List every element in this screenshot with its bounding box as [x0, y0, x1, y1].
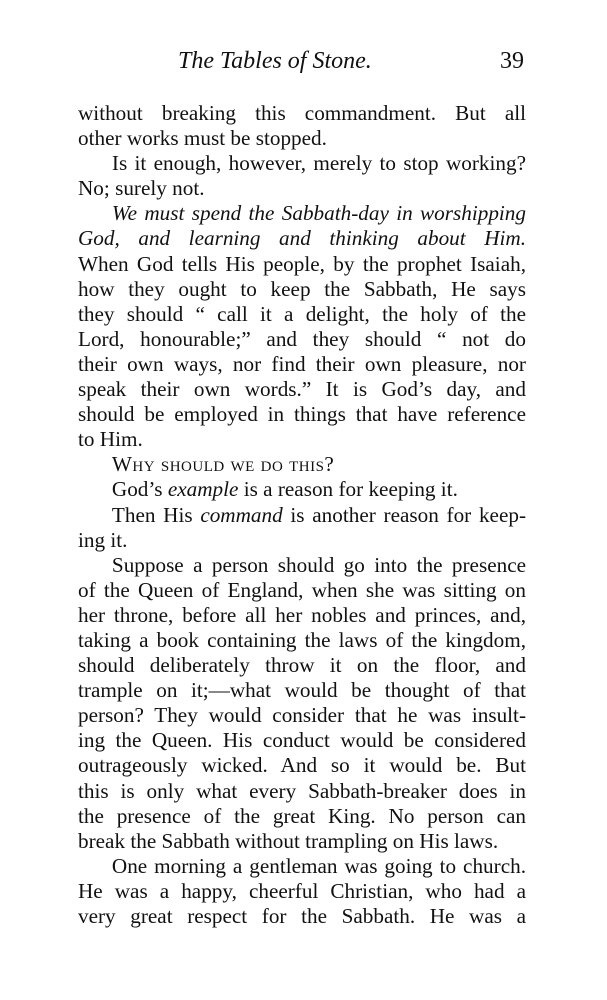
- emphasis-command: command: [200, 502, 283, 527]
- text-line-italic: God, and learning and thinking about Him.: [78, 226, 526, 251]
- text-line: taking a book containing the laws of the kingdom,: [78, 627, 526, 652]
- page-number: 39: [500, 48, 524, 74]
- paragraph-8: [78, 854, 526, 929]
- text-line: how they ought to keep the Sabbath, He says: [78, 276, 526, 301]
- paragraph-5: [78, 477, 526, 502]
- text-line-italic: We must spend the Sabbath-day in worshipping: [111, 201, 526, 226]
- text-run: is another reason for keep-: [282, 502, 527, 527]
- paragraph-1: [78, 101, 526, 151]
- text-line: the presence of the great King. No person can: [78, 803, 526, 828]
- text-line: should be employed in things that have reference: [78, 402, 526, 427]
- text-line: Is it enough, however, merely to stop working?: [111, 151, 526, 176]
- text-line: One morning a gentleman was going to church.: [111, 853, 526, 878]
- text-line: Lord, honourable;” and they should “ not do: [78, 326, 526, 351]
- text-line: outrageously wicked. And so it would be. But: [78, 753, 526, 778]
- text-line: ing it.: [78, 527, 128, 552]
- text-line: He was a happy, cheerful Christian, who had a: [78, 878, 526, 903]
- emphasis-example: example: [167, 477, 239, 502]
- text-line: Suppose a person should go into the presence: [111, 552, 526, 577]
- text-line: person? They would consider that he was insult-: [78, 703, 526, 728]
- text-run: Then His: [111, 502, 201, 527]
- page-header: [78, 44, 524, 78]
- text-line: When God tells His people, by the prophet Isaiah,: [78, 251, 526, 276]
- text-line: break the Sabbath without trampling on His laws.: [78, 828, 499, 853]
- text-line: of the Queen of England, when she was sitting on: [78, 577, 526, 602]
- text-line: [78, 477, 526, 502]
- text-line: to Him.: [78, 427, 143, 452]
- paragraph-4: [78, 452, 526, 477]
- text-line: this is only what every Sabbath-breaker does in: [78, 778, 526, 803]
- text-line: No; surely not.: [78, 176, 205, 201]
- text-line: other works must be stopped.: [78, 126, 327, 151]
- paragraph-6: [78, 503, 526, 553]
- text-run: God’s: [111, 477, 168, 502]
- running-title: The Tables of Stone.: [178, 48, 372, 74]
- text-line: her throne, before all her nobles and princes, and,: [78, 602, 526, 627]
- section-question: Why should we do this?: [111, 452, 335, 477]
- text-line: without breaking this commandment. But all: [78, 101, 526, 125]
- text-line: should deliberately throw it on the floor, and: [78, 653, 526, 678]
- text-line: ing the Queen. His conduct would be considered: [78, 728, 526, 753]
- text-line: they should “ call it a delight, the holy of the: [78, 301, 526, 326]
- text-line: trample on it;—what would be thought of that: [78, 678, 526, 703]
- text-line: speak their own words.” It is God’s day, and: [78, 377, 526, 402]
- paragraph-3: [78, 201, 526, 452]
- text-line: very great respect for the Sabbath. He was a: [78, 904, 526, 928]
- text-run: is a reason for keeping it.: [238, 477, 458, 502]
- text-line: [78, 503, 526, 528]
- text-line: their own ways, nor find their own pleasure, nor: [78, 351, 526, 376]
- body-text: [78, 101, 526, 929]
- paragraph-2: [78, 151, 526, 201]
- paragraph-7: [78, 553, 526, 854]
